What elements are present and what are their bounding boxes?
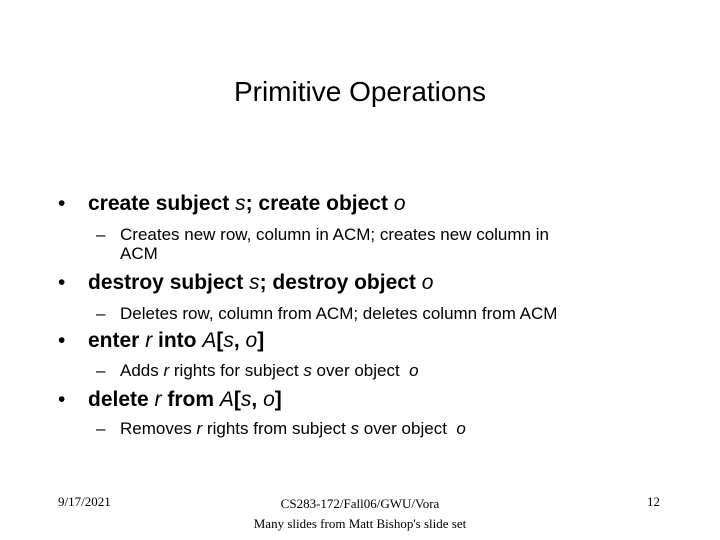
dash-symbol: –	[96, 304, 106, 323]
bullet-var-a: A	[219, 388, 234, 411]
dash-symbol: –	[96, 361, 106, 380]
bullet-var-r: r	[154, 388, 162, 411]
sub-text: over object	[359, 419, 457, 438]
bullet-text-1a: create subject	[88, 192, 236, 215]
bullet-var-o: o	[263, 388, 275, 411]
bullet-create	[58, 192, 406, 216]
footer-credit-line: Many slides from Matt Bishop's slide set	[253, 516, 467, 531]
bullet-var-s: s	[240, 388, 252, 411]
bullet-var-o: o	[245, 329, 258, 352]
bullet-destroy	[58, 271, 433, 295]
dash-symbol: –	[96, 225, 106, 244]
sub-bullet-line-1	[120, 419, 466, 438]
sub-var-r: r	[196, 419, 203, 438]
bullet-text-1b: ; create object	[245, 192, 394, 215]
bullet-var-o: o	[393, 192, 406, 215]
sub-text: over object	[311, 361, 410, 380]
sub-text: Adds	[120, 361, 164, 380]
bullet-bracket: [	[216, 329, 224, 352]
bullet-delete	[58, 388, 282, 412]
sub-bullet-line-1	[120, 361, 419, 380]
bullet-comma: ,	[233, 329, 246, 352]
sub-bullet-line-1: Deletes row, column from ACM; deletes column from ACM	[120, 304, 558, 323]
sub-var-s: s	[350, 419, 360, 438]
bullet-text: enter	[88, 329, 146, 352]
sub-text: rights from subject	[202, 419, 351, 438]
sub-bullet-enter	[96, 361, 419, 380]
bullet-comma: ,	[251, 388, 264, 411]
bullet-var-s: s	[235, 192, 246, 215]
bullet-symbol: •	[58, 329, 66, 352]
dash-symbol: –	[96, 419, 106, 438]
sub-text: rights for subject	[169, 361, 304, 380]
bullet-var-a: A	[202, 329, 217, 352]
bullet-symbol: •	[58, 192, 66, 215]
bullet-bracket: [	[233, 388, 241, 411]
bullet-var-s: s	[249, 271, 260, 294]
sub-var-o: o	[409, 361, 419, 380]
sub-bullet-line-2: ACM	[120, 244, 158, 263]
footer-course: CS283-172/Fall06/GWU/Vora	[280, 496, 440, 511]
bullet-var-r: r	[145, 329, 153, 352]
sub-bullet-destroy	[96, 304, 557, 323]
sub-var-r: r	[163, 361, 170, 380]
sub-bullet-delete	[96, 419, 466, 438]
bullet-text: into	[152, 329, 203, 352]
sub-var-o: o	[456, 419, 466, 438]
footer-credit	[0, 494, 720, 534]
bullet-text-2b: ; destroy object	[259, 271, 422, 294]
bullet-var-o: o	[421, 271, 434, 294]
bullet-text: from	[161, 388, 220, 411]
bullet-symbol: •	[58, 271, 66, 294]
bullet-bracket: ]	[257, 329, 265, 352]
sub-var-s: s	[303, 361, 312, 380]
bullet-var-s: s	[223, 329, 234, 352]
sub-text: Removes	[120, 419, 197, 438]
page-number: 12	[647, 494, 660, 509]
bullet-enter	[58, 329, 264, 353]
bullet-text: delete	[88, 388, 155, 411]
bullet-bracket: ]	[274, 388, 282, 411]
slide-title: Primitive Operations	[233, 76, 487, 107]
bullet-symbol: •	[58, 388, 66, 411]
footer-date: 9/17/2021	[58, 494, 111, 509]
bullet-text-2a: destroy subject	[88, 271, 250, 294]
sub-bullet-create	[96, 225, 549, 263]
sub-bullet-line-1: Creates new row, column in ACM; creates new column in	[120, 225, 549, 244]
